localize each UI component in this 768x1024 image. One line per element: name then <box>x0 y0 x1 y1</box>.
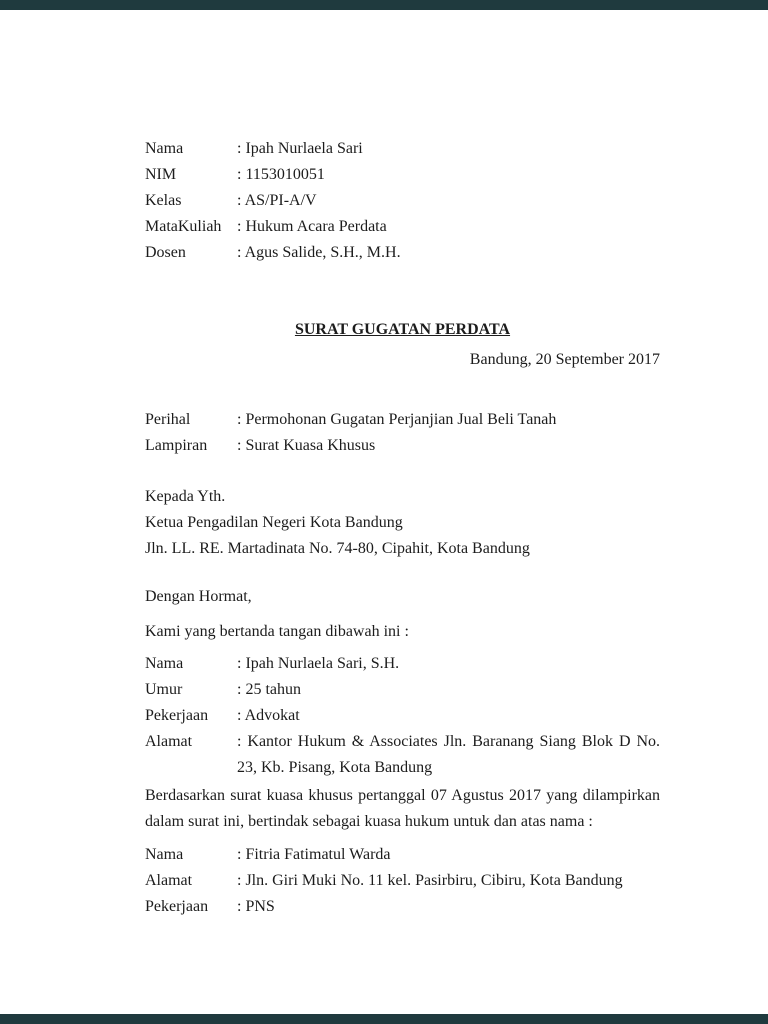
dateline: Bandung, 20 September 2017 <box>469 351 660 368</box>
subject-row <box>145 433 660 459</box>
attorney-identity-block <box>145 651 660 781</box>
student-info-row <box>145 214 660 240</box>
client-row <box>145 868 660 894</box>
basis-paragraph <box>145 783 660 835</box>
field-label: Alamat <box>145 733 193 750</box>
student-info-block <box>145 136 660 266</box>
field-value: : Surat Kuasa Khusus <box>237 437 376 454</box>
address-line-1: : Kantor Hukum & Associates Jln. Baranang Siang Blok D No. <box>237 733 660 750</box>
field-label: Umur <box>145 681 183 698</box>
student-info-row <box>145 240 660 266</box>
field-label: Lampiran <box>145 437 208 454</box>
recipient-line: Jln. LL. RE. Martadinata No. 74-80, Cipahit, Kota Bandung <box>145 540 530 557</box>
letter-title: SURAT GUGATAN PERDATA <box>294 321 511 338</box>
address-line-2: 23, Kb. Pisang, Kota Bandung <box>237 759 433 776</box>
field-label: Alamat <box>145 872 193 889</box>
basis-line-1: Berdasarkan surat kuasa khusus pertanggal 07 Agustus 2017 yang dilampirkan <box>145 787 660 804</box>
field-label: Pekerjaan <box>145 898 209 915</box>
attorney-row <box>145 703 660 729</box>
field-value: : Jln. Giri Muki No. 11 kel. Pasirbiru, Cibiru, Kota Bandung <box>237 872 623 889</box>
field-value <box>237 729 660 781</box>
salutation: Dengan Hormat, <box>145 588 252 605</box>
field-value: : Ipah Nurlaela Sari <box>237 140 363 157</box>
field-value: : Ipah Nurlaela Sari, S.H. <box>237 655 400 672</box>
attorney-row <box>145 677 660 703</box>
field-label: Kelas <box>145 192 182 209</box>
field-label: MataKuliah <box>145 218 222 235</box>
field-value: : PNS <box>237 898 275 915</box>
field-label: Nama <box>145 655 184 672</box>
intro-line: Kami yang bertanda tangan dibawah ini : <box>145 623 409 640</box>
client-row <box>145 842 660 868</box>
field-value: : 25 tahun <box>237 681 301 698</box>
subject-row <box>145 407 660 433</box>
field-value: : Advokat <box>237 707 300 724</box>
attorney-address-row <box>145 729 660 781</box>
letter-content <box>145 136 660 920</box>
student-info-row <box>145 188 660 214</box>
client-row <box>145 894 660 920</box>
student-info-row <box>145 162 660 188</box>
letterbox-bottom-bar <box>0 1014 768 1024</box>
field-value: : Permohonan Gugatan Perjanjian Jual Beli Tanah <box>237 411 557 428</box>
recipient-line: Ketua Pengadilan Negeri Kota Bandung <box>145 514 403 531</box>
field-label: Pekerjaan <box>145 707 209 724</box>
field-value: : Hukum Acara Perdata <box>237 218 387 235</box>
field-value: : 1153010051 <box>237 166 325 183</box>
client-identity-block <box>145 842 660 920</box>
field-label: Dosen <box>145 244 186 261</box>
field-label: NIM <box>145 166 177 183</box>
field-label: Perihal <box>145 411 191 428</box>
recipient-block <box>145 484 660 562</box>
field-value: : Agus Salide, S.H., M.H. <box>237 244 401 261</box>
field-label: Nama <box>145 846 184 863</box>
field-value: : Fitria Fatimatul Warda <box>237 846 391 863</box>
basis-line-2: dalam surat ini, bertindak sebagai kuasa hukum untuk dan atas nama : <box>145 813 593 830</box>
field-value: : AS/PI-A/V <box>237 192 317 209</box>
student-info-row <box>145 136 660 162</box>
field-label: Nama <box>145 140 184 157</box>
attorney-row <box>145 651 660 677</box>
subject-block <box>145 407 660 459</box>
letterbox-top-bar <box>0 0 768 10</box>
recipient-line: Kepada Yth. <box>145 488 226 505</box>
